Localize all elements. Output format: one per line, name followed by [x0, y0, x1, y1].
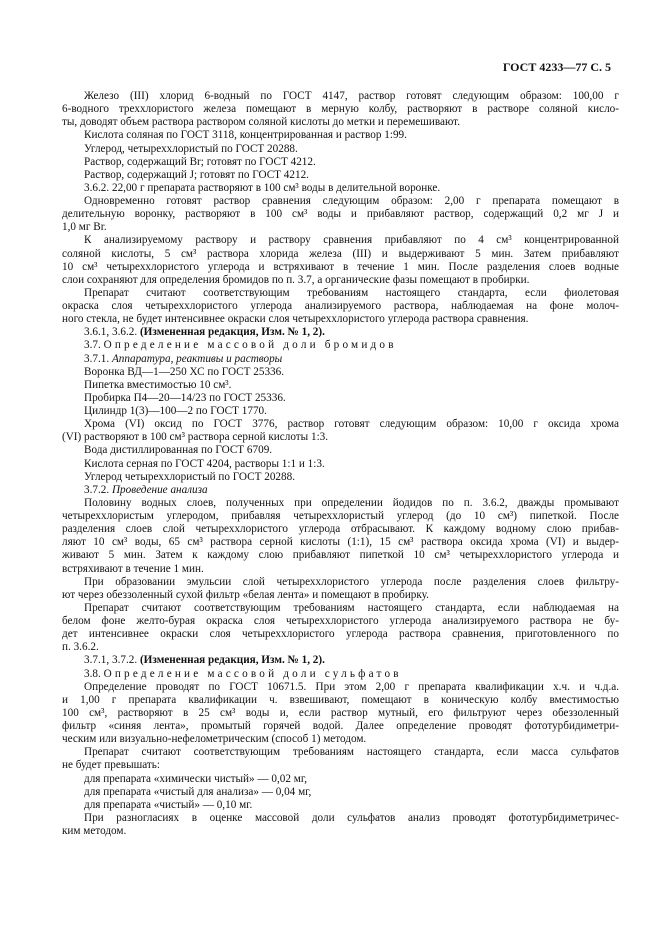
text-line: ляют 10 см³ воды, 65 см³ раствора серной кислоты (1:1), 15 см³ раствора оксида хрома (VI) и выдер- [62, 536, 619, 549]
section-number: 3.6.1, 3.6.2. [84, 326, 138, 339]
text-line: слои сохраняют для определения бромидов по п. 3.7, а органические фазы помещают в пробирки. [62, 273, 530, 286]
paragraph [62, 392, 619, 405]
paragraph [62, 405, 619, 418]
text-line: Пипетка вместимостью 10 см³. [84, 378, 232, 391]
paragraph [62, 773, 619, 786]
text-line: Железо (III) хлорид 6-водный по ГОСТ 4147, раствор готовят следующим образом: 100,00 г [84, 90, 619, 102]
text-line: Препарат считают соответствующим требованиям настоящего стандарта, если фиолетовая [84, 286, 619, 299]
paragraph [62, 326, 619, 339]
paragraph [62, 143, 619, 156]
paragraph [62, 444, 619, 457]
section-heading [62, 339, 619, 352]
subsection-heading [62, 353, 619, 366]
paragraph [62, 182, 619, 195]
section-title: Определение массовой доли бромидов [103, 339, 397, 352]
text-line: ного стекла, не будет интенсивнее окраски слоя четыреххлористого углерода раствора сравнения. [62, 313, 529, 326]
paragraph [62, 458, 619, 471]
text-line: живают 5 мин. Затем к каждому слою прибавляют пипеткой 10 см³ четыреххлористого углерода и [62, 549, 619, 562]
paragraph [62, 746, 619, 772]
text-line: п. 3.6.2. [62, 641, 99, 654]
paragraph [62, 418, 619, 444]
text-line: не будет превышать: [62, 759, 160, 772]
text-line: Раствор, содержащий J; готовят по ГОСТ 4212. [84, 168, 309, 181]
text-line: К анализируемому раствору и раствору сравнения прибавляют по 4 см³ концентрированной [84, 234, 619, 247]
text-line: Раствор, содержащий Br; готовят по ГОСТ 4212. [84, 155, 316, 168]
paragraph [62, 379, 619, 392]
text-line: ким методом. [62, 825, 127, 837]
text-line: и 1,00 г препарата квалификации ч. взвешивают, помещают в коническую колбу вместимостью [62, 693, 619, 706]
amendment-note [62, 326, 619, 339]
text-line: Углерод, четыреххлористый по ГОСТ 20288. [84, 142, 298, 155]
paragraph [62, 497, 619, 576]
text-line: Одновременно готовят раствор сравнения следующим образом: 2,00 г препарата помещают в [84, 195, 619, 207]
text-line: Препарат считают соответствующим требованиям настоящего стандарта, если наблюдаемая на [84, 601, 619, 614]
text-line: дет интенсивнее окраски слоя четыреххлористого углерода раствора сравнения, приготовленного по [62, 628, 619, 641]
paragraph [62, 654, 619, 667]
paragraph [62, 90, 619, 129]
text-line: Пробирка П4—20—14/23 по ГОСТ 25336. [84, 391, 286, 404]
text-line: Воронка ВД—1—250 ХС по ГОСТ 25336. [84, 365, 285, 378]
subsection-title: Аппаратура, реактивы и растворы [111, 352, 283, 365]
paragraph [62, 681, 619, 747]
text-line: фильтр «синяя лента», промытый горячей водой. Далее определение проводят фототурбидиметри- [62, 720, 619, 732]
paragraph [62, 339, 619, 352]
text-line: делительную воронку, растворяют в 100 см³ воды и прибавляют раствор, содержащий 0,2 мг J и [62, 208, 619, 221]
text-line: 3.6.2. 22,00 г препарата растворяют в 100 см³ воды в делительной воронке. [84, 181, 441, 194]
text-line: Углерод четыреххлористый по ГОСТ 20288. [84, 470, 296, 483]
text-line: 6-водного треххлористого железа помещают в мерную колбу, растворяют в растворе соляной кисло- [62, 103, 619, 116]
text-line: 1,0 мг Br. [62, 221, 107, 234]
text-line: встряхивают в течение 1 мин. [62, 562, 204, 575]
paragraph [62, 169, 619, 182]
amendment-text: (Измененная редакция, Изм. № 1, 2). [139, 654, 325, 667]
page-header: ГОСТ 4233—77 С. 5 [502, 60, 611, 74]
text-line: соляной кислоты, 5 см³ раствора хлорида железа (III) и выдерживают 5 мин. Затем прибавляют [62, 247, 619, 260]
text-line: 100 см³, растворяют в 25 см³ воды и, если раствор мутный, его фильтруют через обеззоленный [62, 706, 619, 719]
paragraph [62, 129, 619, 142]
paragraph [62, 799, 619, 812]
text-line: разделения слоев слой четыреххлористого углерода отбрасывают. К каждому водному слою прибав- [62, 523, 619, 536]
subsection-heading [62, 484, 619, 497]
paragraph [62, 366, 619, 379]
paragraph [62, 353, 619, 366]
subsection-title: Проведение анализа [111, 483, 208, 496]
section-heading [62, 668, 619, 681]
section-number: 3.7.1. [84, 352, 110, 365]
text-line: (VI) растворяют в 100 см³ раствора серной кислоты 1:3. [62, 431, 329, 444]
text-line: четыреххлористым углеродом, прибавляя четыреххлористый углерод (до 10 см³) пипеткой. После [62, 510, 619, 522]
text-line: Цилиндр 1(3)—100—2 по ГОСТ 1770. [84, 405, 267, 417]
paragraph [62, 786, 619, 799]
text-line: ют через обеззоленный сухой фильтр «белая лента» и помещают в пробирку. [62, 588, 429, 601]
amendment-note [62, 654, 619, 667]
text-line: белом фоне желто-бурая окраска слоя четыреххлористого углерода анализируемого раствора не бу- [62, 615, 619, 627]
text-line: для препарата «чистый» — 0,10 мг. [84, 798, 253, 811]
text-line: Хрома (VI) оксид по ГОСТ 3776, раствор готовят следующим образом: 10,00 г оксида хрома [84, 418, 619, 431]
text-line: ты, доводят объем раствора раствором соляной кислоты до метки и перемешивают. [62, 116, 461, 129]
text-line: Вода дистиллированная по ГОСТ 6709. [84, 444, 273, 457]
paragraph [62, 234, 619, 287]
paragraph [62, 471, 619, 484]
paragraph [62, 287, 619, 326]
text-line: окраска слоя четыреххлористого углерода анализируемого раствора, наблюдаемая на фоне молоч- [62, 300, 619, 312]
text-line: Кислота серная по ГОСТ 4204, растворы 1:1 и 1:3. [84, 457, 325, 470]
text-line: Половину водных слоев, полученных при определении йодидов по п. 3.6.2, дважды промывают [84, 496, 619, 509]
paragraph [62, 602, 619, 655]
paragraph [62, 195, 619, 234]
paragraph [62, 668, 619, 681]
text-line: Определение проводят по ГОСТ 10671.5. При этом 2,00 г препарата квалификации х.ч. и ч.д.а. [84, 680, 619, 693]
text-line: для препарата «химически чистый» — 0,02 мг, [84, 772, 307, 785]
section-number: 3.7. [84, 339, 101, 352]
section-title: Определение массовой доли сульфатов [103, 667, 402, 680]
text-line: 10 см³ четыреххлористого углерода и встряхивают в течение 1 мин. После разделения слоев водные [62, 260, 619, 273]
document-body [62, 90, 619, 838]
text-line: Кислота соляная по ГОСТ 3118, концентрированная и раствор 1:99. [84, 129, 407, 142]
text-line: Препарат считают соответствующим требованиям настоящего стандарта, если масса сульфатов [84, 746, 619, 759]
section-number: 3.7.2. [84, 483, 110, 496]
paragraph [62, 484, 619, 497]
text-line: ческим или визуально-нефелометрическим (способ 1) методом. [62, 733, 367, 746]
paragraph [62, 812, 619, 838]
amendment-text: (Измененная редакция, Изм. № 1, 2). [139, 326, 325, 339]
text-line: При разногласиях в оценке массовой доли сульфатов анализ проводят фототурбидиметричес- [84, 811, 619, 824]
text-line: для препарата «чистый для анализа» — 0,04 мг, [84, 785, 312, 798]
paragraph [62, 576, 619, 602]
text-line: При образовании эмульсии слой четыреххлористого углерода после разделения слоев фильтру- [84, 575, 619, 588]
section-number: 3.8. [84, 667, 101, 680]
section-number: 3.7.1, 3.7.2. [84, 654, 138, 667]
paragraph [62, 156, 619, 169]
